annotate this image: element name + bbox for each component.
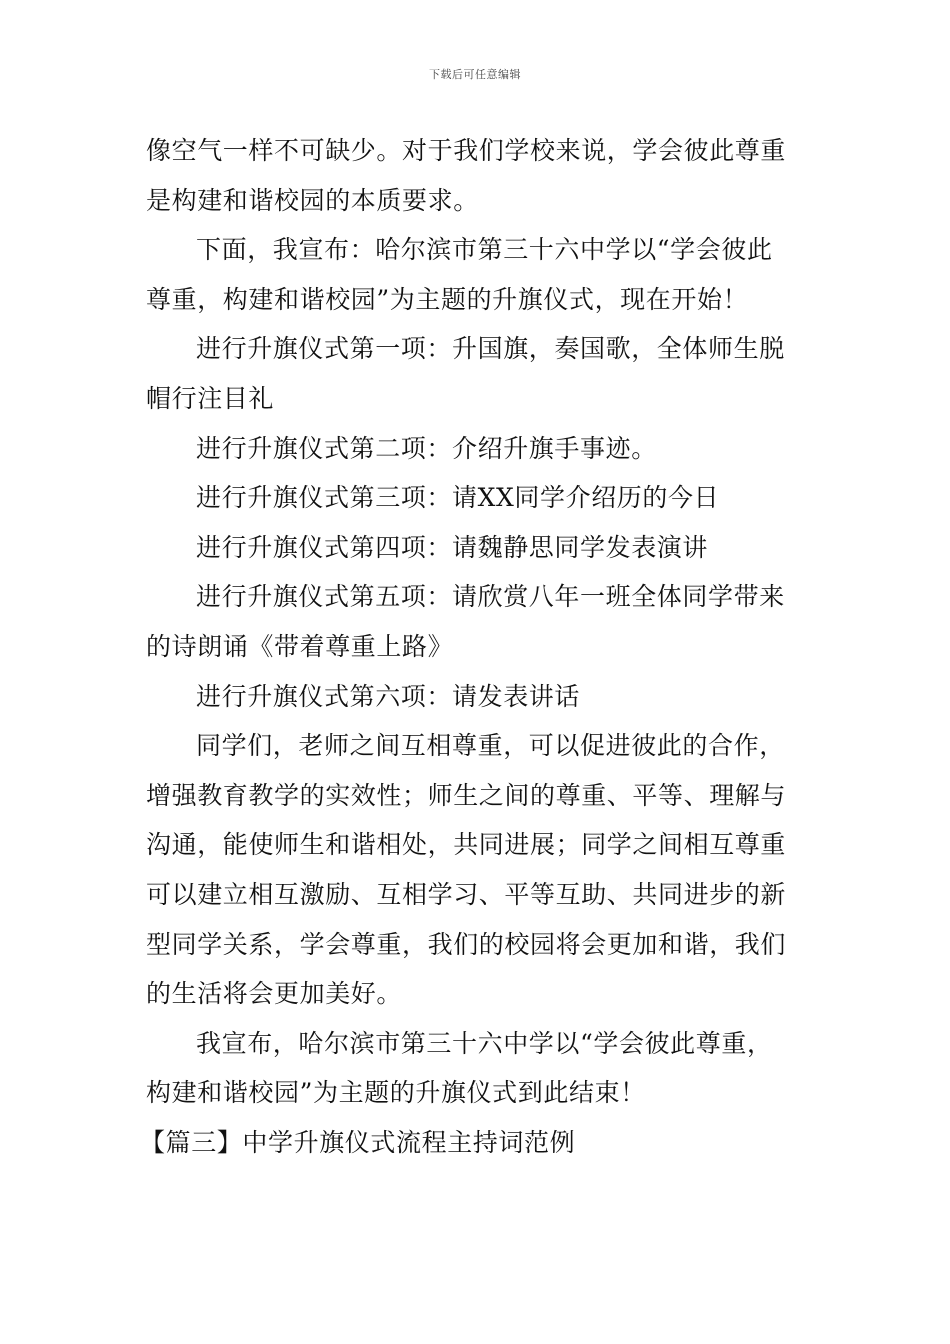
text-line: 可以建立相互激励、互相学习、平等互助、共同进步的新: [146, 879, 787, 909]
text-line: 同学们，老师之间互相尊重，可以促进彼此的合作，: [196, 731, 785, 761]
section-heading: 【篇三】中学升旗仪式流程主持词范例: [140, 1127, 576, 1157]
text-line: 型同学关系，学会尊重，我们的校园将会更加和谐，我们: [146, 929, 787, 959]
document-body: [140, 126, 810, 1167]
text-line: 构建和谐校园”为主题的升旗仪式到此结束！: [146, 1078, 646, 1108]
text-line: 像空气一样不可缺少。对于我们学校来说，学会彼此尊重: [146, 136, 787, 165]
text-line: 帽行注目礼: [146, 383, 275, 413]
text-line: 的生活将会更加美好。: [146, 979, 403, 1009]
text-line: 进行升旗仪式第四项：请魏静思同学发表演讲: [196, 532, 709, 562]
text-line: 进行升旗仪式第三项：请XX同学介绍历的今日: [196, 483, 720, 513]
page-header-note: 下载后可任意编辑: [429, 68, 521, 81]
text-line: 是构建和谐校园的本质要求。: [146, 185, 479, 215]
text-line: 进行升旗仪式第二项：介绍升旗手事迹。: [196, 433, 657, 463]
text-line: 增强教育教学的实效性；师生之间的尊重、平等、理解与: [146, 780, 787, 810]
text-line: 尊重，构建和谐校园”为主题的升旗仪式，现在开始！: [146, 284, 749, 314]
text-line: 沟通，能使师生和谐相处，共同进展；同学之间相互尊重: [146, 830, 787, 860]
text-line: 进行升旗仪式第六项：请发表讲话: [196, 681, 581, 711]
text-line: 进行升旗仪式第五项：请欣赏八年一班全体同学带来: [196, 582, 785, 612]
text-line: 我宣布，哈尔滨市第三十六中学以“学会彼此尊重，: [196, 1028, 773, 1058]
text-line: 进行升旗仪式第一项：升国旗，奏国歌，全体师生脱: [196, 334, 785, 364]
text-line: 下面，我宣布：哈尔滨市第三十六中学以“学会彼此: [196, 235, 773, 265]
text-line: 的诗朗诵《带着尊重上路》: [146, 631, 454, 661]
